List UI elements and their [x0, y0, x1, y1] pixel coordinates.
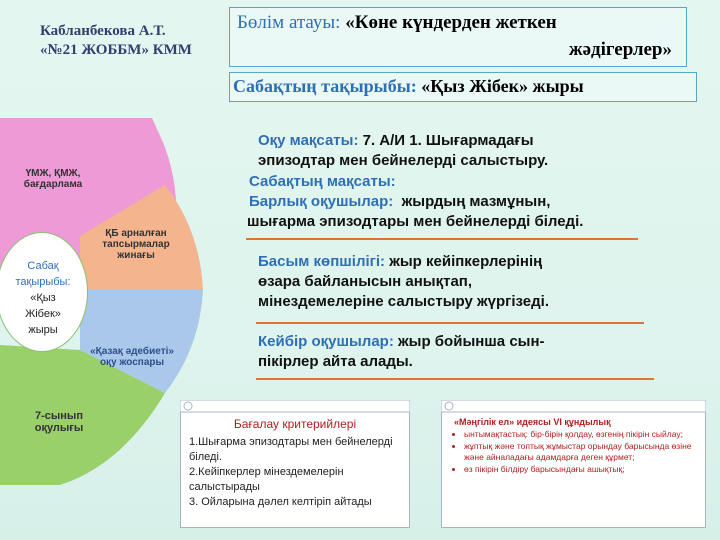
center-line1: Сабақ: [27, 260, 59, 272]
some-students-label: Кейбір оқушылар:: [258, 333, 394, 350]
pie-label-program: [8, 168, 98, 190]
divider-3: [256, 378, 654, 380]
pie-label-tasks-1: ҚБ арналған: [105, 228, 167, 239]
author-name: Кабланбекова А.Т.: [40, 23, 166, 39]
topic-value: «Қыз Жібек» жыры: [421, 76, 584, 96]
criteria-list: [181, 431, 409, 510]
learning-goal: [258, 131, 678, 171]
pie-label-tasks-2: тапсырмалар: [102, 239, 170, 250]
center-line5: жыры: [28, 324, 58, 336]
section-line2: жәдігерлер»: [568, 39, 672, 60]
all-students-text2: шығарма эпизодтары мен бейнелерді біледі.: [247, 213, 584, 230]
values-item: • өз пікірін білдіру барысындағы ашықтық;: [464, 464, 697, 475]
center-line3: «Қыз: [30, 292, 56, 304]
pie-label-tasks: [86, 228, 186, 261]
pie-label-textbook-2: оқулығы: [34, 422, 84, 434]
criteria-item: 1.Шығарма эпизодтары мен бейнелерді біледі.: [189, 436, 393, 463]
learning-goal-value: 7. А/И 1. Шығармадағы: [362, 132, 534, 149]
values-item: • ынтымақтастық: бір-бірін қолдау, өзгенің пікірін сыйлау;: [464, 429, 697, 440]
topic-title: [233, 76, 703, 97]
pie-label-textbook: [14, 410, 104, 434]
pie-label-plan: [82, 346, 182, 368]
divider-1: [246, 238, 638, 240]
all-students-text1: жырдың мазмұнын,: [401, 193, 551, 210]
pie-label-plan-1: «Қазақ әдебиеті»: [90, 346, 174, 357]
all-students-label: Барлық оқушылар:: [249, 193, 394, 210]
pie-label-plan-2: оқу жоспары: [99, 357, 165, 368]
most-students-label: Басым көпшілігі:: [258, 253, 386, 270]
values-card: [441, 400, 706, 528]
section-label: Бөлім атауы:: [237, 12, 341, 33]
some-students-text2: пікірлер айта алады.: [258, 353, 413, 370]
pie-label-textbook-1: 7-сынып: [35, 410, 83, 422]
section-title: [237, 9, 682, 63]
values-list: [442, 429, 705, 475]
pie-label-program-2: бағдарлама: [23, 179, 83, 190]
most-students-text3: мінездемелеріне салыстыру жүргізеді.: [258, 293, 549, 310]
learning-goal-label: Оқу мақсаты:: [258, 132, 359, 149]
lesson-goals: [247, 172, 677, 232]
most-students-text1: жыр кейіпкерлерінің: [389, 253, 543, 270]
criteria-item: 3. Ойларына дәлел келтіріп айтады: [189, 496, 372, 508]
criteria-card: [180, 400, 410, 528]
author-school: «№21 ЖОББМ» КММ: [40, 42, 192, 58]
scroll-top-icon: [180, 400, 410, 414]
pie-label-tasks-3: жинағы: [117, 250, 155, 261]
divider-2: [256, 322, 644, 324]
most-students-text2: өзара байланысын анықтап,: [258, 273, 473, 290]
pie-label-program-1: ҮМЖ, ҚМЖ,: [25, 168, 81, 179]
center-line2: тақырыбы:: [15, 276, 71, 288]
section-line1: «Көне күндерден жеткен: [345, 12, 557, 33]
topic-label: Сабақтың тақырыбы:: [233, 76, 417, 96]
values-title: «Мәңгілік ел» идеясы VI құндылық: [454, 417, 611, 427]
lesson-goals-label: Сабақтың мақсаты:: [249, 173, 396, 190]
some-students-text1: жыр бойынша сын-: [398, 333, 545, 350]
learning-goal-line2: эпизодтар мен бейнелерді салыстыру.: [258, 152, 549, 169]
criteria-item: 2.Кейіпкерлер мінездемелерін салыстырады: [189, 466, 344, 493]
values-item: • жұптық және топтық жұмыстар орындау барысында өзіне және айналадағы адамдарға деген құрмет;: [464, 441, 697, 463]
center-line4: Жібек»: [25, 308, 61, 320]
criteria-title: Бағалау критерийлері: [233, 417, 357, 431]
some-students: [258, 332, 678, 372]
center-topic: [0, 258, 86, 338]
most-students: [258, 252, 658, 312]
scroll-top-icon: [441, 400, 706, 414]
